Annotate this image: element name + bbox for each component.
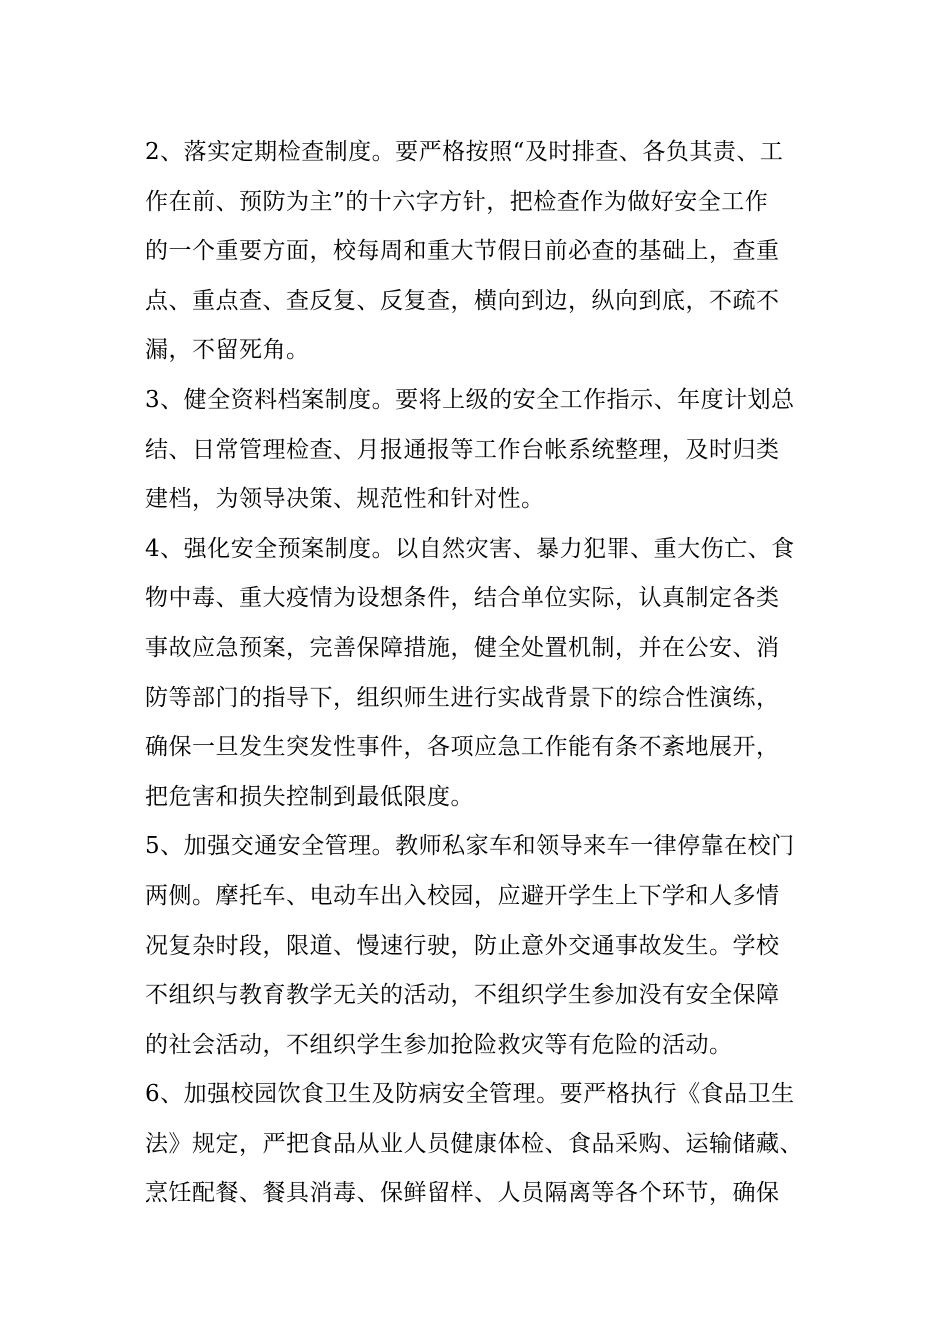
text-line: 事故应急预案，完善保障措施，健全处置机制，并在公安、消	[145, 634, 780, 661]
text-line: 漏，不留死角。	[145, 337, 310, 364]
document-body	[145, 128, 825, 1219]
text-line: 2、落实定期检查制度。要严格按照“及时排查、各负其责、工	[145, 139, 784, 165]
text-line: 3、健全资料档案制度。要将上级的安全工作指示、年度计划总	[145, 386, 795, 413]
text-line: 法》规定，严把食品从业人员健康体检、食品采购、运输储藏、	[145, 1130, 803, 1157]
text-line: 的社会活动，不组织学生参加抢险救灾等有危险的活动。	[145, 1031, 733, 1058]
text-line: 烹饪配餐、餐具消毒、保鲜留样、人员隔离等各个环节，确保	[145, 1180, 780, 1207]
text-line: 不组织与教育教学无关的活动，不组织学生参加没有安全保障	[145, 982, 780, 1009]
text-line: 6、加强校园饮食卫生及防病安全管理。要严格执行《食品卫生	[145, 1081, 795, 1108]
text-line: 建档，为领导决策、规范性和针对性。	[145, 486, 545, 513]
text-line: 防等部门的指导下，组织师生进行实战背景下的综合性演练，	[145, 684, 780, 711]
text-line: 确保一旦发生突发性事件，各项应急工作能有条不紊地展开，	[145, 734, 780, 761]
text-line: 结、日常管理检查、月报通报等工作台帐系统整理，及时归类	[145, 436, 780, 463]
text-line: 把危害和损失控制到最低限度。	[145, 783, 474, 810]
text-line: 4、强化安全预案制度。以自然灾害、暴力犯罪、重大伤亡、食	[145, 535, 795, 562]
text-line: 的一个重要方面，校每周和重大节假日前必查的基础上，查重	[145, 238, 780, 265]
text-line: 物中毒、重大疫情为设想条件，结合单位实际，认真制定各类	[145, 585, 780, 612]
text-line: 两侧。摩托车、电动车出入校园，应避开学生上下学和人多情	[145, 882, 780, 909]
text-line: 点、重点查、查反复、反复查，横向到边，纵向到底，不疏不	[145, 287, 780, 314]
text-line: 作在前、预防为主”的十六字方针，把检查作为做好安全工作	[145, 188, 769, 215]
text-line: 5、加强交通安全管理。教师私家车和领导来车一律停靠在校门	[145, 833, 795, 860]
text-line: 况复杂时段，限道、慢速行驶，防止意外交通事故发生。学校	[145, 932, 780, 959]
